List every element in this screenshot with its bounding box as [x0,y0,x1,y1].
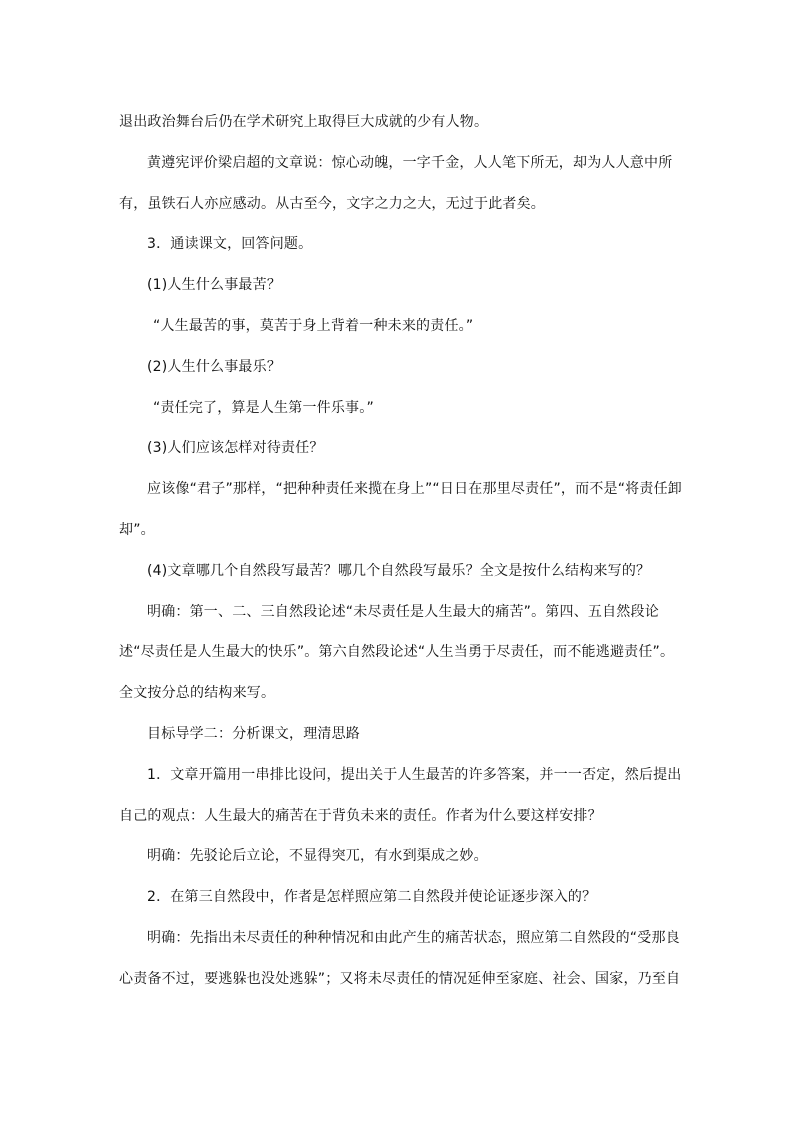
analysis-question-2: 2．在第三自然段中，作者是怎样照应第二自然段并使论证逐步深入的？ [147,889,597,906]
analysis-question-1: 1．文章开篇用一串排比设问，提出关于人生最苦的许多答案，并一一否定，然后提出自己的观点：人生最大的痛苦在于背负未来的责任。作者为什么要这样安排？ [119,766,682,824]
answer-4: 明确：第一、二、三自然段论述“未尽责任是人生最大的痛苦”。第四、五自然段论述“尽责任是人生最大的快乐”。第六自然段论述“人生当勇于尽责任，而不能逃避责任”。全文按分总的结构来写。 [119,603,675,702]
analysis-answer-2: 明确：先指出未尽责任的种种情况和由此产生的痛苦状态，照应第二自然段的“受那良心责备不过，要逃躲也没处逃躲”；又将未尽责任的情况延伸至家庭、社会、国家，乃至自 [119,929,681,987]
question-1: (1)人生什么事最苦？ [147,277,282,294]
paragraph-huang-zunxian-comment: 黄遵宪评价梁启超的文章说：惊心动魄，一字千金，人人笔下所无，却为人人意中所有，虽铁石人亦应感动。从古至今，文字之力之大，无过于此者矣。 [119,154,673,212]
analysis-answer-1: 明确：先驳论后立论，不显得突兀，有水到渠成之妙。 [147,848,488,865]
question-3: (3)人们应该怎样对待责任？ [147,440,324,457]
question-2: (2)人生什么事最乐？ [147,358,282,375]
answer-1-quote: “人生最苦的事，莫苦于身上背着一种未来的责任。” [153,317,474,334]
answer-3: 应该像“君子”那样，“把种种责任来揽在身上”“日日在那里尽责任”，而不是“将责任卸却”。 [119,481,682,538]
paragraph-continued-text: 退出政治舞台后仍在学术研究上取得巨大成就的少有人物。 [119,114,489,130]
answer-2-quote: “责任完了，算是人生第一件乐事。” [153,399,374,416]
question-heading-3: 3．通读课文，回答问题。 [147,236,313,253]
document-body [119,102,687,1000]
question-4: (4)文章哪几个自然段写最苦？哪几个自然段写最乐？全文是按什么结构来写的？ [147,562,651,579]
section-heading-goal-2: 目标导学二：分析课文，理清思路 [147,725,360,742]
